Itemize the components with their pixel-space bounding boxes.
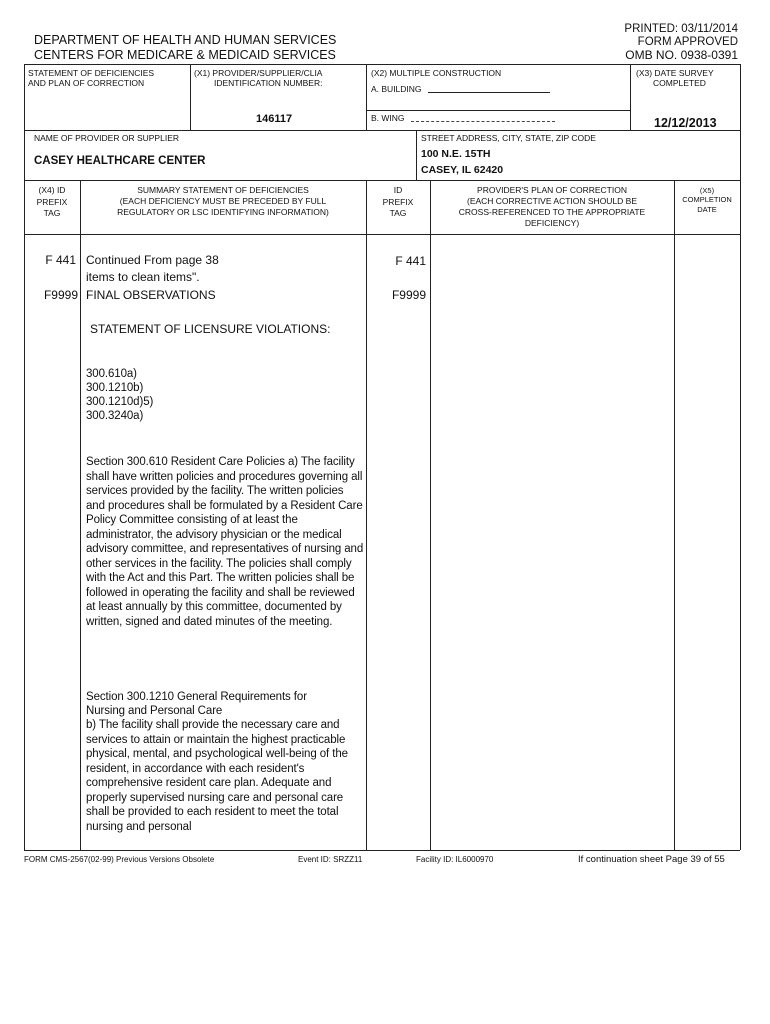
tag-left-f441: F 441 bbox=[45, 253, 76, 267]
plan-header-3: CROSS-REFERENCED TO THE APPROPRIATE bbox=[458, 207, 646, 217]
footer-event-id: Event ID: SRZZ11 bbox=[298, 855, 363, 864]
x2-label: (X2) MULTIPLE CONSTRUCTION bbox=[371, 68, 502, 78]
tag-left-f9999: F9999 bbox=[43, 288, 78, 302]
divider-x2 bbox=[366, 64, 367, 130]
x4-header-2: PREFIX bbox=[36, 197, 68, 207]
id-header-2: PREFIX bbox=[382, 197, 414, 207]
code-4: 300.3240a) bbox=[86, 410, 144, 422]
building-blank bbox=[428, 92, 550, 93]
department-title: DEPARTMENT OF HEALTH AND HUMAN SERVICES bbox=[34, 33, 337, 47]
x1-label-2: IDENTIFICATION NUMBER: bbox=[214, 78, 323, 88]
centers-title: CENTERS FOR MEDICARE & MEDICAID SERVICES bbox=[34, 48, 336, 62]
plan-header-1: PROVIDER'S PLAN OF CORRECTION bbox=[477, 185, 627, 195]
border-right bbox=[740, 64, 741, 850]
licensure-violations-heading: STATEMENT OF LICENSURE VIOLATIONS: bbox=[90, 322, 331, 336]
rule-body bbox=[24, 234, 740, 235]
rule-bottom bbox=[24, 850, 740, 851]
final-observations: FINAL OBSERVATIONS bbox=[86, 288, 216, 302]
summary-header-3: REGULATORY OR LSC IDENTIFYING INFORMATION) bbox=[117, 207, 329, 217]
wing-blank bbox=[411, 121, 555, 122]
tag-right-f441: F 441 bbox=[395, 254, 426, 268]
x1-label-1: (X1) PROVIDER/SUPPLIER/CLIA bbox=[194, 68, 323, 78]
statement-label-1: STATEMENT OF DEFICIENCIES bbox=[28, 68, 155, 78]
omb-number: OMB NO. 0938-0391 bbox=[625, 48, 738, 62]
items-line: items to clean items". bbox=[86, 270, 200, 284]
wing-label: B. WING bbox=[371, 113, 405, 123]
section-300-610-text: Section 300.610 Resident Care Policies a) The facility shall have written policies and procedures governing all services provided by the facility. The written policies and procedures shall be formulated by a Resident Care Policy Committee consisting of at least the administrator, the advisory physician or the medical advisory committee, and representatives of nursing and other services in the facility. The policies shall comply with the Act and this Part. The written policies shall be followed in operating the facility and shall be reviewed at least annually by this committee, documented by written, signed and dated minutes of the meeting. bbox=[86, 456, 364, 628]
x4-header-1: (X4) ID bbox=[38, 185, 66, 195]
rule-top bbox=[24, 64, 740, 65]
provider-id-number: 146117 bbox=[256, 113, 293, 125]
rule-columns bbox=[24, 180, 740, 181]
divider-x1 bbox=[190, 64, 191, 130]
section-300-1210-text: b) The facility shall provide the necessary care and services to attain or maintain the highest practicable physical, mental, and psychological well-being of the resident, in accordance with each resident's comprehensive resident care plan. Adequate and properly supervised nursing care and personal care shall be provided to each resident to meet the total nursing and personal bbox=[86, 719, 348, 833]
id-header-1: ID bbox=[393, 185, 403, 195]
printed-date: PRINTED: 03/11/2014 bbox=[624, 23, 738, 35]
rule-provider bbox=[24, 130, 740, 131]
footer-page-number: If continuation sheet Page 39 of 55 bbox=[578, 854, 725, 865]
divider-col-plan bbox=[674, 180, 675, 850]
address-line-2: CASEY, IL 62420 bbox=[421, 164, 504, 176]
plan-header-4: DEFICIENCY) bbox=[524, 218, 580, 228]
rule-building bbox=[366, 110, 630, 111]
code-1: 300.610a) bbox=[86, 368, 137, 380]
x3-label-1: (X3) DATE SURVEY bbox=[636, 68, 714, 78]
section-300-1210-paragraph bbox=[86, 718, 364, 834]
divider-address bbox=[416, 130, 417, 180]
building-label: A. BUILDING bbox=[371, 84, 422, 94]
code-2: 300.1210b) bbox=[86, 382, 144, 394]
section-300-610-paragraph bbox=[86, 455, 364, 629]
footer-form: FORM CMS-2567(02-99) Previous Versions Obsolete bbox=[24, 855, 215, 864]
code-3: 300.1210d)5) bbox=[86, 396, 154, 408]
tag-right-f9999: F9999 bbox=[391, 288, 426, 302]
continued-line: Continued From page 38 bbox=[86, 253, 219, 267]
address-label: STREET ADDRESS, CITY, STATE, ZIP CODE bbox=[421, 133, 596, 143]
divider-col-id bbox=[430, 180, 431, 850]
address-line-1: 100 N.E. 15TH bbox=[421, 148, 491, 160]
x3-label-2: COMPLETED bbox=[653, 78, 706, 88]
summary-header-1: SUMMARY STATEMENT OF DEFICIENCIES bbox=[137, 185, 309, 195]
footer-facility-id: Facility ID: IL6000970 bbox=[416, 855, 494, 864]
plan-header-2: (EACH CORRECTIVE ACTION SHOULD BE bbox=[466, 196, 638, 206]
section-300-1210-title-1: Section 300.1210 General Requirements for bbox=[86, 691, 307, 703]
form-approved: FORM APPROVED bbox=[637, 36, 738, 48]
divider-x3 bbox=[630, 64, 631, 130]
border-left bbox=[24, 64, 25, 850]
summary-header-2: (EACH DEFICIENCY MUST BE PRECEDED BY FULL bbox=[119, 196, 327, 206]
x5-header-1: (X5) bbox=[699, 186, 715, 195]
x5-header-3: DATE bbox=[697, 205, 717, 214]
divider-col-summary bbox=[366, 180, 367, 850]
provider-name: CASEY HEALTHCARE CENTER bbox=[34, 155, 206, 167]
provider-label: NAME OF PROVIDER OR SUPPLIER bbox=[34, 133, 179, 143]
x4-header-3: TAG bbox=[43, 208, 61, 218]
section-300-1210-title-2: Nursing and Personal Care bbox=[86, 705, 223, 717]
divider-col-tag bbox=[80, 180, 81, 850]
id-header-3: TAG bbox=[389, 208, 407, 218]
survey-date: 12/12/2013 bbox=[654, 116, 717, 130]
x5-header-2: COMPLETION bbox=[682, 195, 732, 204]
statement-label-2: AND PLAN OF CORRECTION bbox=[28, 78, 145, 88]
